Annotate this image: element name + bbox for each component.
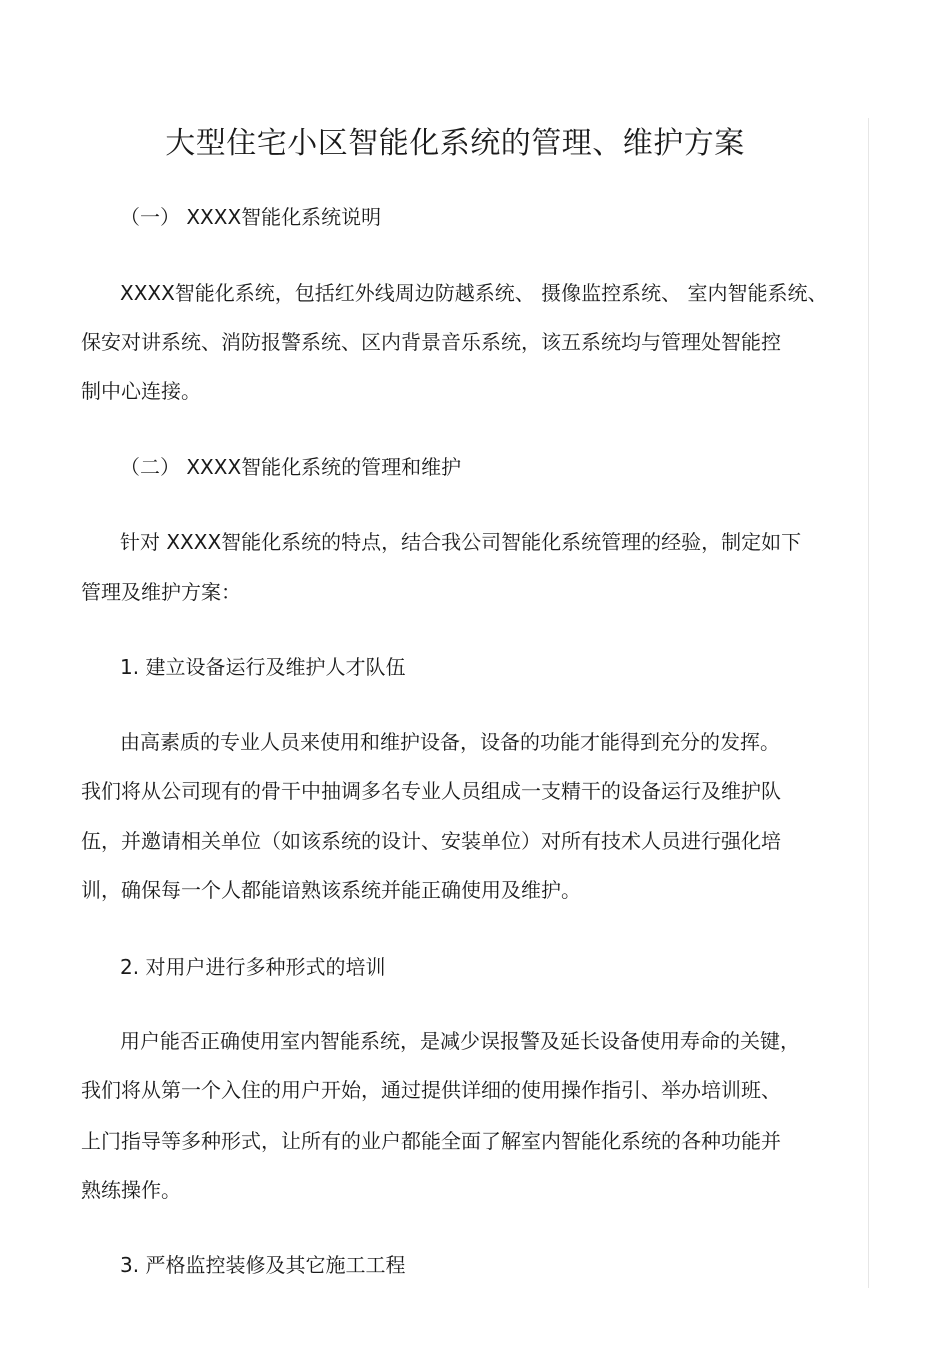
item-1-paragraph-line-3: 伍，并邀请相关单位（如该系统的设计、安装单位）对所有技术人员进行强化培 [81,829,781,853]
item-2-paragraph-line-4: 熟练操作。 [81,1178,181,1202]
item-1-paragraph-line-1: 由高素质的专业人员来使用和维护设备，设备的功能才能得到充分的发挥。 [120,730,780,754]
section-1-heading: （一） XXXX智能化系统说明 [120,205,382,229]
section-2-intro-line-2: 管理及维护方案： [81,580,241,604]
section-1-paragraph-line-1: XXXX智能化系统，包括红外线周边防越系统、 摄像监控系统、 室内智能系统、 [120,281,828,305]
item-2-paragraph-line-2: 我们将从第一个入住的用户开始，通过提供详细的使用操作指引、举办培训班、 [81,1078,781,1102]
item-1-paragraph-line-2: 我们将从公司现有的骨干中抽调多名专业人员组成一支精干的设备运行及维护队 [81,779,781,803]
item-1-paragraph-line-4: 训，确保每一个人都能谙熟该系统并能正确使用及维护。 [81,878,581,902]
item-3-heading: 3. 严格监控装修及其它施工工程 [120,1253,406,1277]
item-2-paragraph-line-1: 用户能否正确使用室内智能系统，是减少误报警及延长设备使用寿命的关键， [120,1029,800,1053]
section-2-intro-line-1: 针对 XXXX智能化系统的特点，结合我公司智能化系统管理的经验，制定如下 [120,530,802,554]
section-1-paragraph-line-3: 制中心连接。 [81,379,201,403]
section-2-heading: （二） XXXX智能化系统的管理和维护 [120,455,462,479]
document-title: 大型住宅小区智能化系统的管理、维护方案 [165,126,745,161]
page-edge-rule [868,118,869,1288]
item-2-paragraph-line-3: 上门指导等多种形式，让所有的业户都能全面了解室内智能化系统的各种功能并 [81,1129,781,1153]
section-1-paragraph-line-2: 保安对讲系统、消防报警系统、区内背景音乐系统，该五系统均与管理处智能控 [81,330,781,354]
item-2-heading: 2. 对用户进行多种形式的培训 [120,955,386,979]
item-1-heading: 1. 建立设备运行及维护人才队伍 [120,655,406,679]
